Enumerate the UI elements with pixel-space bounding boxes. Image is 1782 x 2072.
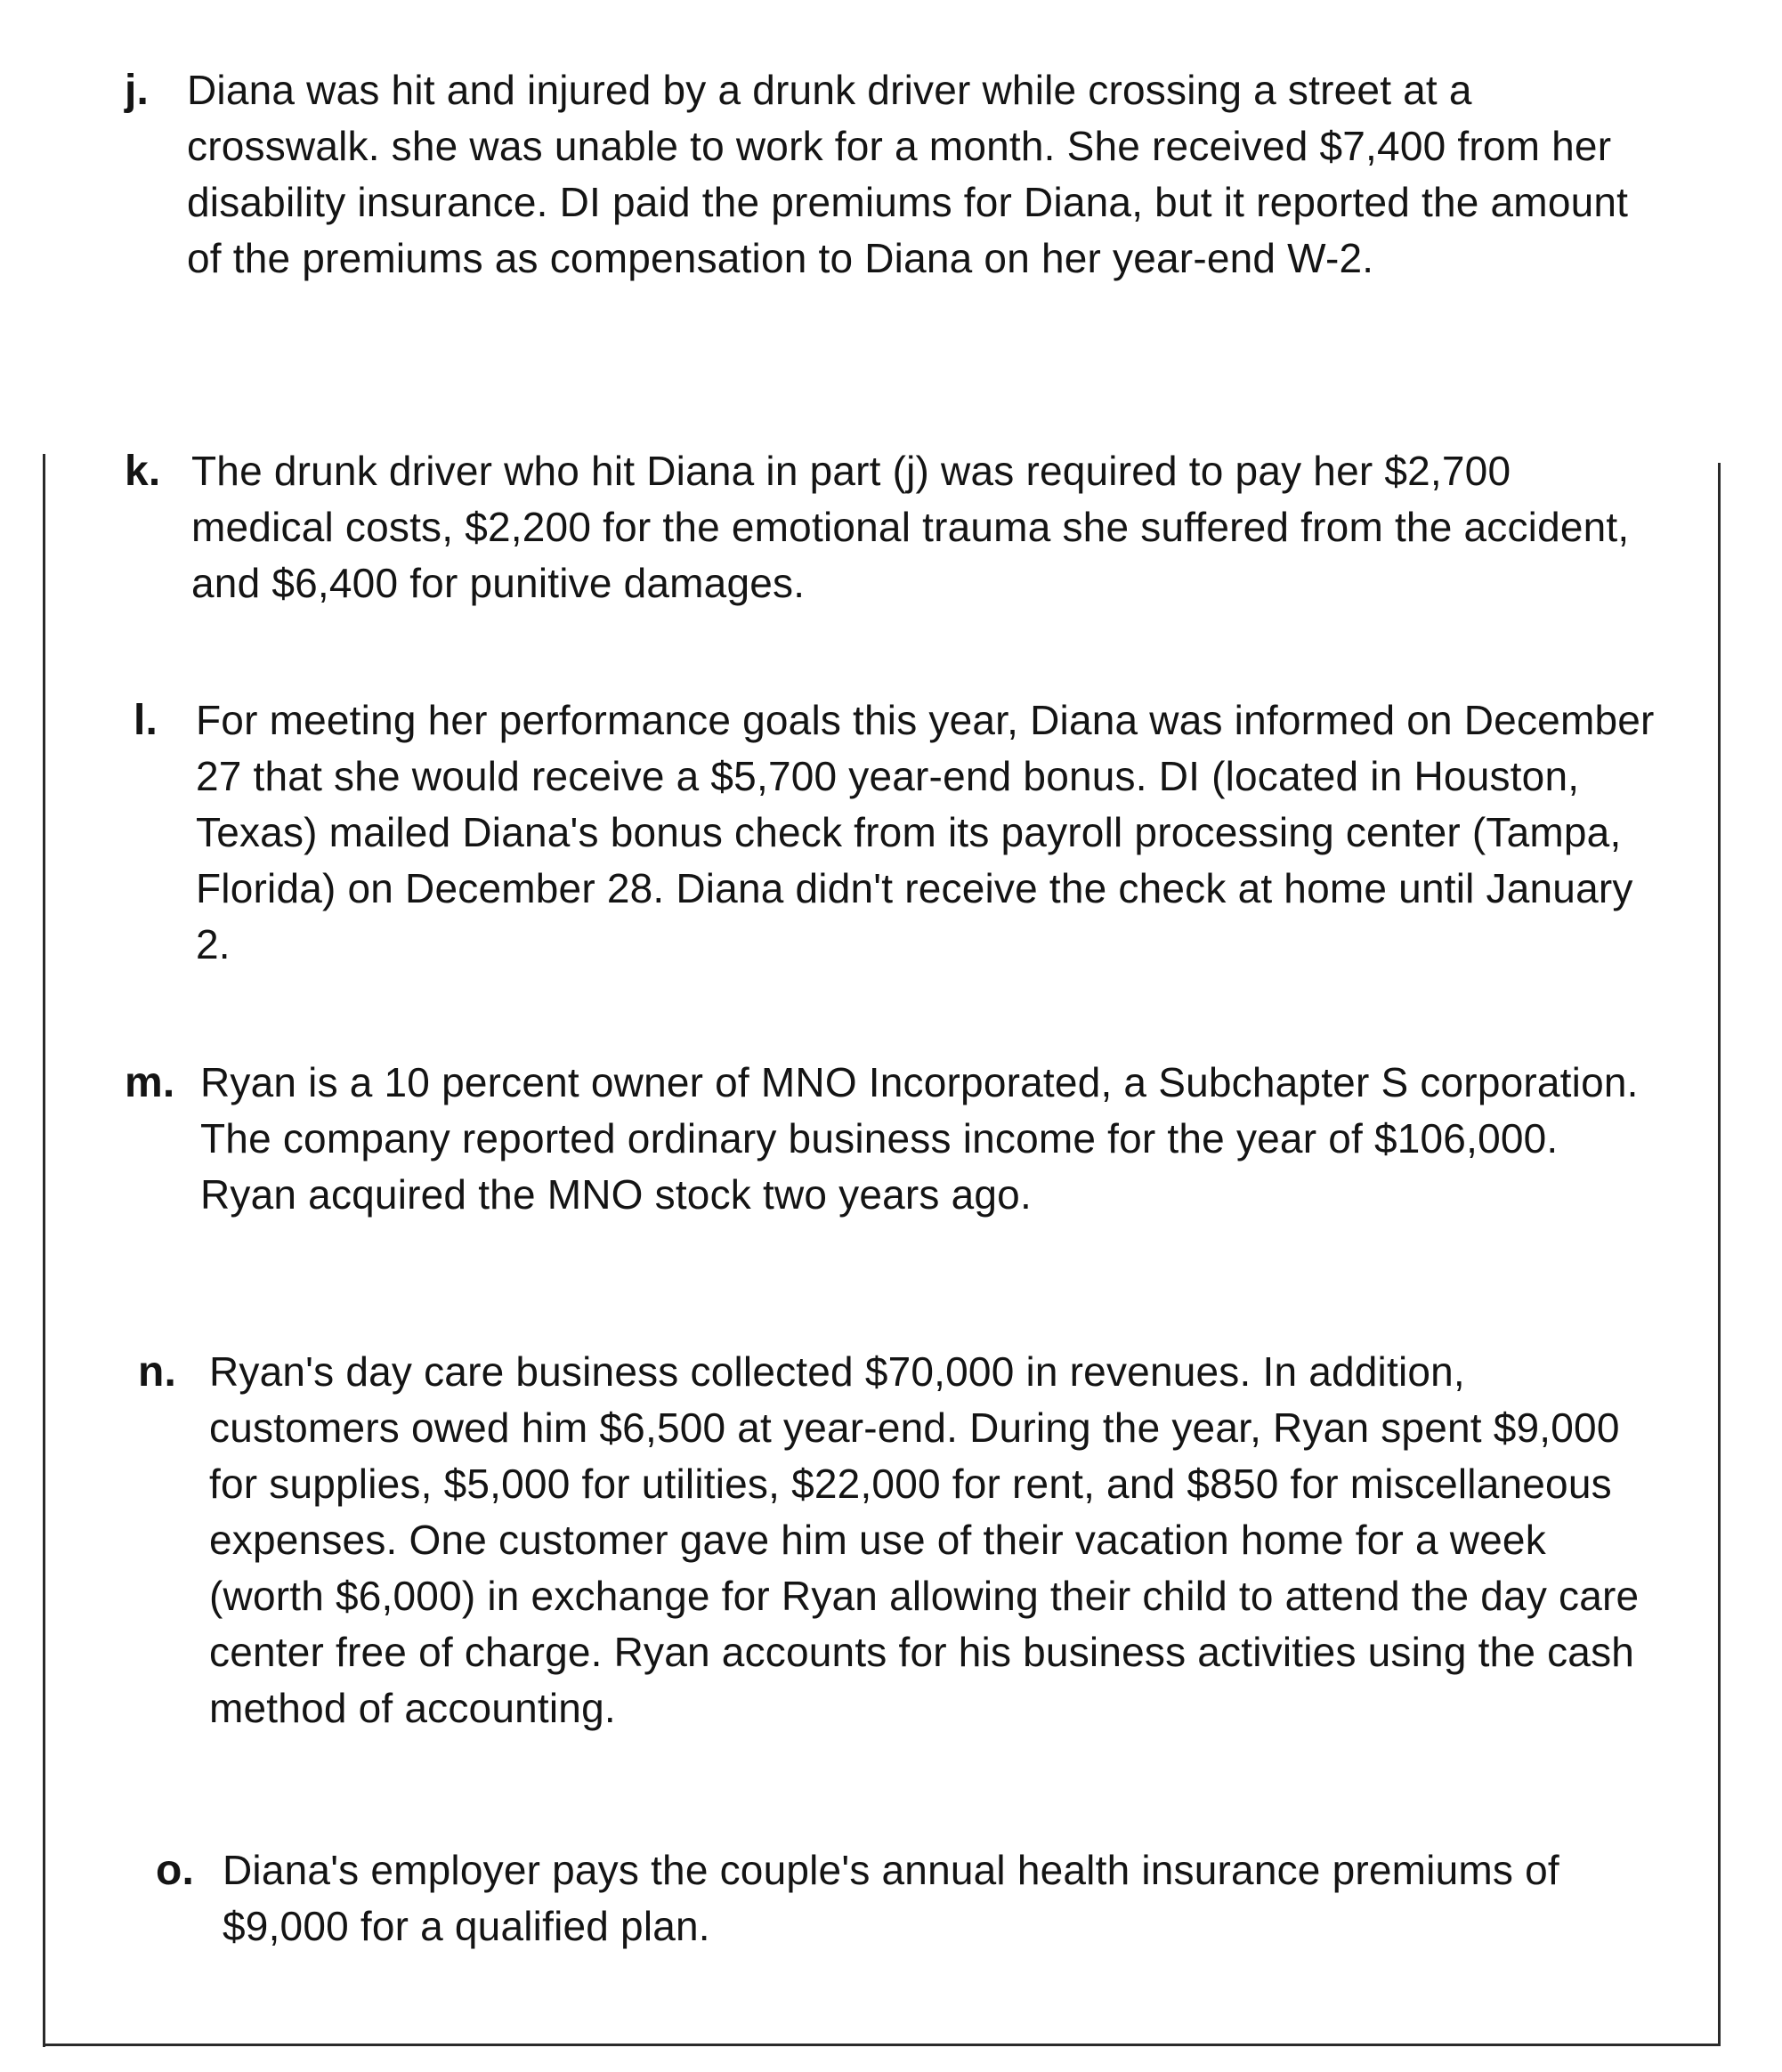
item-text: Diana was hit and injured by a drunk driver while crossing a street at a crosswalk. she was unable to work for a month. She received $7,400 from her disability insurance. DI paid the premiums for Diana, but it reported the amount of the premiums as compensation to Diana on her year-end W-2.	[187, 67, 1629, 281]
item-text: Ryan's day care business collected $70,000 in revenues. In addition, customers owed him $6,500 at year-end. During the year, Ryan spent $9,000 for supplies, $5,000 for utilities, $22,000 for rent, and $850 for miscellaneous expenses. One customer gave him use of their vacation home for a week (worth $6,000) in exchange for Ryan allowing their child to attend the day care center free of charge. Ryan accounts for his business activities using the cash method of accounting.	[209, 1348, 1640, 1731]
item-text: Diana's employer pays the couple's annual health insurance premiums of $9,000 for a qualified plan.	[223, 1847, 1559, 1949]
problem-item-j	[125, 62, 1691, 365]
item-marker: k.	[125, 448, 161, 495]
item-text: Ryan is a 10 percent owner of MNO Incorporated, a Subchapter S corporation. The company reported ordinary business income for the year of $106,000. Ryan acquired the MNO stock two years ago.	[200, 1059, 1639, 1218]
item-marker: n.	[138, 1348, 177, 1396]
frame-right-border	[1718, 463, 1721, 2046]
item-marker: j.	[125, 67, 150, 114]
frame-left-border	[43, 454, 45, 2047]
problem-item-m	[125, 1055, 1691, 1295]
frame-bottom-border	[43, 2044, 1721, 2046]
item-marker: m.	[125, 1059, 175, 1106]
item-text: For meeting her performance goals this year, Diana was informed on December 27 that she would receive a $5,700 year-end bonus. DI (located in Houston, Texas) mailed Diana's bonus check from its payroll processing center (Tampa, Florida) on December 28. Diana didn't receive the check at home until January 2.	[196, 697, 1655, 967]
problem-item-l	[134, 692, 1700, 986]
item-marker: o.	[156, 1847, 195, 1894]
problem-item-n	[138, 1344, 1705, 1807]
problem-item-k	[125, 443, 1691, 621]
item-marker: l.	[134, 697, 158, 744]
problem-item-o	[156, 1842, 1705, 1967]
item-text: The drunk driver who hit Diana in part (j) was required to pay her $2,700 medical costs, $2,200 for the emotional trauma she suffered from the accident, and $6,400 for punitive damages.	[191, 448, 1630, 606]
